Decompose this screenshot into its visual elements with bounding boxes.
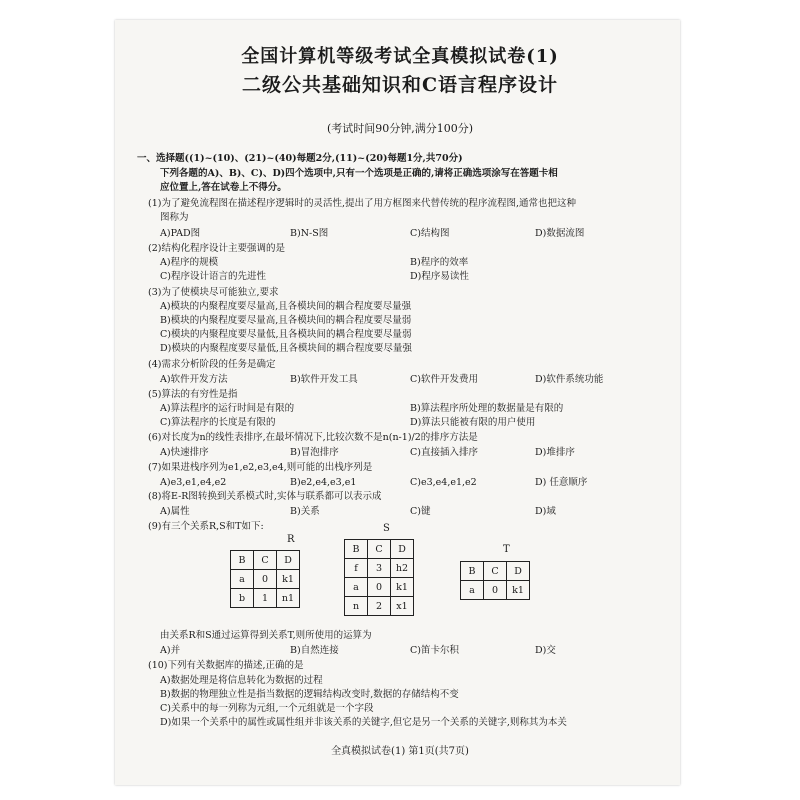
question-2-option-d: D)程序易读性 bbox=[410, 271, 469, 282]
question-2-stem: (2)结构化程序设计主要强调的是 bbox=[148, 243, 285, 254]
table-cell: 3 bbox=[368, 559, 391, 578]
question-2-option-a: A)程序的规模 bbox=[160, 257, 219, 268]
question-8-option-a: A)属性 bbox=[160, 506, 190, 517]
table-cell: a bbox=[461, 581, 484, 600]
table-row bbox=[345, 540, 414, 559]
table-cell: b bbox=[231, 589, 254, 608]
table-cell: k1 bbox=[391, 578, 414, 597]
table-cell: 0 bbox=[254, 570, 277, 589]
question-9-option-c: C)笛卡尔积 bbox=[410, 645, 459, 656]
section-instruction-cont: 应位置上,答在试卷上不得分。 bbox=[160, 182, 287, 193]
question-2-option-b: B)程序的效率 bbox=[410, 257, 469, 268]
question-5-option-a: A)算法程序的运行时间是有限的 bbox=[160, 403, 295, 414]
question-9-stem-cont: 由关系R和S通过运算得到关系T,则所使用的运算为 bbox=[160, 630, 372, 641]
question-7-option-d: D) 任意顺序 bbox=[535, 477, 588, 488]
question-8-option-b: B)关系 bbox=[290, 506, 320, 517]
question-5-stem: (5)算法的有穷性是指 bbox=[148, 389, 238, 400]
table-row bbox=[231, 570, 300, 589]
question-9-option-a: A)并 bbox=[160, 645, 181, 656]
table-row bbox=[345, 559, 414, 578]
question-3-option-c: C)模块的内聚程度要尽量低,且各模块间的耦合程度要尽量弱 bbox=[160, 329, 412, 340]
table-cell: a bbox=[231, 570, 254, 589]
table-cell: k1 bbox=[507, 581, 530, 600]
question-6-option-b: B)冒泡排序 bbox=[290, 447, 339, 458]
table-cell: B bbox=[231, 551, 254, 570]
table-cell: D bbox=[277, 551, 300, 570]
question-3-stem: (3)为了使模块尽可能独立,要求 bbox=[148, 287, 279, 298]
question-4-option-a: A)软件开发方法 bbox=[160, 374, 228, 385]
question-5-option-b: B)算法程序所处理的数据量是有限的 bbox=[410, 403, 564, 414]
question-9-option-b: B)自然连接 bbox=[290, 645, 339, 656]
page-footer: 全真模拟试卷(1) 第1页(共7页) bbox=[331, 746, 469, 757]
exam-title: 全国计算机等级考试全真模拟试卷(1) bbox=[241, 46, 559, 67]
exam-duration-note: (考试时间90分钟,满分100分) bbox=[326, 122, 474, 135]
question-5-option-d: D)算法只能被有限的用户使用 bbox=[410, 417, 536, 428]
question-3-option-b: B)模块的内聚程度要尽量高,且各模块间的耦合程度要尽量弱 bbox=[160, 315, 412, 326]
table-row bbox=[231, 589, 300, 608]
question-10-option-b: B)数据的物理独立性是指当数据的逻辑结构改变时,数据的存储结构不变 bbox=[160, 689, 459, 700]
question-1-stem: (1)为了避免流程图在描述程序逻辑时的灵活性,提出了用方框图来代替传统的程序流程图,通常也把这种 bbox=[148, 198, 576, 209]
relation-r-table bbox=[230, 550, 300, 608]
question-8-option-d: D)域 bbox=[535, 506, 556, 517]
table-row bbox=[345, 597, 414, 616]
table-cell: k1 bbox=[277, 570, 300, 589]
question-10-option-a: A)数据处理是将信息转化为数据的过程 bbox=[160, 675, 323, 686]
section-instruction: 下列各题的A)、B)、C)、D)四个选项中,只有一个选项是正确的,请将正确选项涂写在答题卡相 bbox=[160, 168, 558, 179]
question-9-stem: (9)有三个关系R,S和T如下: bbox=[148, 521, 264, 532]
question-10-option-d: D)如果一个关系中的属性或属性组并非该关系的关键字,但它是另一个关系的关键字,则称其为本关 bbox=[160, 717, 567, 728]
question-1-option-b: B)N-S图 bbox=[290, 228, 329, 239]
table-cell: D bbox=[507, 562, 530, 581]
question-3-option-a: A)模块的内聚程度要尽量高,且各模块间的耦合程度要尽量强 bbox=[160, 301, 412, 312]
table-cell: D bbox=[391, 540, 414, 559]
table-cell: 1 bbox=[254, 589, 277, 608]
relation-t-table bbox=[460, 561, 530, 600]
table-cell: C bbox=[254, 551, 277, 570]
relation-s-name: S bbox=[383, 523, 390, 534]
section-heading: 一、选择题((1)~(10)、(21)~(40)每题2分,(11)~(20)每题1分,共70分) bbox=[137, 153, 463, 164]
table-cell: C bbox=[368, 540, 391, 559]
question-1-option-a: A)PAD图 bbox=[160, 228, 201, 239]
question-8-stem: (8)将E-R图转换到关系模式时,实体与联系都可以表示成 bbox=[148, 491, 382, 502]
question-6-stem: (6)对长度为n的线性表排序,在最坏情况下,比较次数不是n(n-1)/2的排序方法是 bbox=[148, 432, 478, 443]
table-cell: n bbox=[345, 597, 368, 616]
table-cell: B bbox=[461, 562, 484, 581]
table-cell: 0 bbox=[368, 578, 391, 597]
relation-r-name: R bbox=[287, 534, 295, 545]
table-cell: B bbox=[345, 540, 368, 559]
question-8-option-c: C)键 bbox=[410, 506, 431, 517]
question-4-option-d: D)软件系统功能 bbox=[535, 374, 604, 385]
question-6-option-a: A)快速排序 bbox=[160, 447, 209, 458]
question-4-option-c: C)软件开发费用 bbox=[410, 374, 478, 385]
question-7-option-b: B)e2,e4,e3,e1 bbox=[290, 477, 357, 488]
question-7-option-a: A)e3,e1,e4,e2 bbox=[160, 477, 227, 488]
question-6-option-c: C)直接插入排序 bbox=[410, 447, 478, 458]
table-cell: a bbox=[345, 578, 368, 597]
table-cell: 0 bbox=[484, 581, 507, 600]
table-cell: C bbox=[484, 562, 507, 581]
table-cell: n1 bbox=[277, 589, 300, 608]
question-9-option-d: D)交 bbox=[535, 645, 556, 656]
question-4-stem: (4)需求分析阶段的任务是确定 bbox=[148, 359, 276, 370]
question-2-option-c: C)程序设计语言的先进性 bbox=[160, 271, 266, 282]
question-1-stem-cont: 图称为 bbox=[160, 212, 189, 223]
table-cell: x1 bbox=[391, 597, 414, 616]
question-7-stem: (7)如果进栈序列为e1,e2,e3,e4,则可能的出栈序列是 bbox=[148, 462, 373, 473]
table-row bbox=[231, 551, 300, 570]
question-3-option-d: D)模块的内聚程度要尽量低,且各模块间的耦合程度要尽量强 bbox=[160, 343, 412, 354]
exam-subject: 二级公共基础知识和C语言程序设计 bbox=[241, 74, 559, 96]
question-6-option-d: D)堆排序 bbox=[535, 447, 575, 458]
table-cell: h2 bbox=[391, 559, 414, 578]
question-5-option-c: C)算法程序的长度是有限的 bbox=[160, 417, 276, 428]
table-cell: f bbox=[345, 559, 368, 578]
question-7-option-c: C)e3,e4,e1,e2 bbox=[410, 477, 477, 488]
table-cell: 2 bbox=[368, 597, 391, 616]
table-row bbox=[461, 581, 530, 600]
question-1-option-d: D)数据流图 bbox=[535, 228, 585, 239]
relation-t-name: T bbox=[503, 544, 510, 555]
question-1-option-c: C)结构图 bbox=[410, 228, 450, 239]
table-row bbox=[461, 562, 530, 581]
question-10-option-c: C)关系中的每一列称为元组,一个元组就是一个字段 bbox=[160, 703, 374, 714]
question-4-option-b: B)软件开发工具 bbox=[290, 374, 358, 385]
question-10-stem: (10)下列有关数据库的描述,正确的是 bbox=[148, 660, 304, 671]
relation-s-table bbox=[344, 539, 414, 616]
table-row bbox=[345, 578, 414, 597]
